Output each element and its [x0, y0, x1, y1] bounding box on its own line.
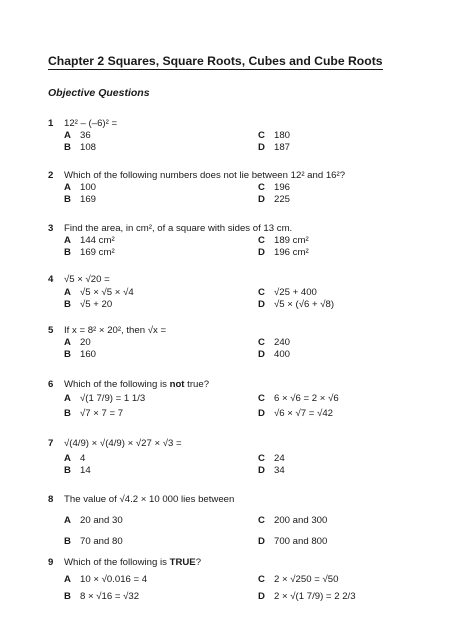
question-text: √(4/9) × √(4/9) × √27 × √3 = [64, 437, 182, 449]
question-number: 6 [48, 378, 54, 390]
question-9: 9 Which of the following is TRUE? A 10 × √0.016 = 4 C 2 × √250 = √50 B 8 × √16 = √32 D 2 × √(1 7/9) = 2 2/3 [48, 556, 356, 602]
question-5: 5 If x = 8² × 20², then √x = A 20 C 240 B 160 D 400 [48, 324, 291, 360]
option-c: 200 and 300 [274, 514, 328, 526]
option-a: 10 × √0.016 = 4 [80, 573, 148, 585]
question-text: Which of the following is not true? [64, 378, 210, 390]
question-2: 2 Which of the following numbers does not lie between 12² and 16²? A 100 C 196 B 169 D 225 [48, 169, 346, 205]
option-b: 169 cm² [80, 246, 115, 258]
emphasis-text: TRUE [169, 556, 196, 568]
option-a: 36 [80, 129, 91, 141]
option-c: 196 [274, 181, 291, 193]
question-3: 3 Find the area, in cm², of a square with sides of 13 cm. A 144 cm² C 189 cm² B 169 cm² D 196 cm² [48, 222, 309, 258]
question-text: √5 × √20 = [64, 273, 110, 285]
option-b: 169 [80, 193, 97, 205]
question-1: 1 12² – (–6)² = A 36 C 180 B 108 D 187 [48, 117, 291, 153]
option-d: 700 and 800 [274, 535, 328, 547]
question-4: 4 √5 × √20 = A √5 × √5 × √4 C √25 + 400 B √5 + 20 D √5 × (√6 + √8) [48, 273, 335, 310]
question-text: Which of the following is TRUE? [64, 556, 202, 568]
section-subtitle: Objective Questions [48, 87, 150, 99]
option-b: 108 [80, 141, 97, 153]
option-a: √(1 7/9) = 1 1/3 [80, 392, 146, 404]
option-b: 70 and 80 [80, 535, 123, 547]
option-a: 4 [80, 452, 86, 464]
question-number: 7 [48, 437, 54, 449]
option-c: 240 [274, 336, 291, 348]
option-a: 20 and 30 [80, 514, 123, 526]
option-d: 2 × √(1 7/9) = 2 2/3 [274, 590, 356, 602]
option-b: 14 [80, 464, 91, 476]
option-d: 225 [274, 193, 291, 205]
option-d: 400 [274, 348, 291, 360]
question-number: 4 [48, 273, 54, 285]
question-number: 9 [48, 556, 54, 568]
question-number: 5 [48, 324, 54, 336]
option-d: 196 cm² [274, 246, 309, 258]
question-7: 7 √(4/9) × √(4/9) × √27 × √3 = A 4 C 24 B 14 D 34 [48, 437, 285, 476]
question-text: If x = 8² × 20², then √x = [64, 324, 167, 336]
chapter-title: Chapter 2 Squares, Square Roots, Cubes and Cube Roots [48, 54, 383, 68]
question-6: 6 Which of the following is not true? A √(1 7/9) = 1 1/3 C 6 × √6 = 2 × √6 B √7 × 7 = 7 D √6 × √7 = √42 [48, 378, 339, 419]
option-d: √6 × √7 = √42 [274, 407, 334, 419]
option-a: √5 × √5 × √4 [80, 286, 134, 298]
question-text: 12² – (–6)² = [64, 117, 118, 129]
question-number: 1 [48, 117, 54, 129]
option-d: 187 [274, 141, 291, 153]
question-text: Which of the following numbers does not lie between 12² and 16²? [64, 169, 346, 181]
option-c: 24 [274, 452, 285, 464]
option-b: √5 + 20 [80, 298, 113, 310]
question-number: 3 [48, 222, 54, 234]
option-c: 180 [274, 129, 291, 141]
option-c: 6 × √6 = 2 × √6 [274, 392, 339, 404]
question-text: The value of √4.2 × 10 000 lies between [64, 493, 235, 505]
option-d: 34 [274, 464, 285, 476]
option-c: 189 cm² [274, 234, 309, 246]
question-8: 8 The value of √4.2 × 10 000 lies between A 20 and 30 C 200 and 300 B 70 and 80 D 700 and 800 [48, 493, 328, 547]
option-a: 20 [80, 336, 91, 348]
option-b: 160 [80, 348, 97, 360]
option-c: √25 + 400 [274, 286, 317, 298]
question-number: 2 [48, 169, 54, 181]
question-number: 8 [48, 493, 54, 505]
option-b: 8 × √16 = √32 [80, 590, 140, 602]
option-d: √5 × (√6 + √8) [274, 298, 335, 310]
emphasis-text: not [169, 378, 185, 390]
option-c: 2 × √250 = √50 [274, 573, 339, 585]
option-a: 144 cm² [80, 234, 115, 246]
option-b: √7 × 7 = 7 [80, 407, 124, 419]
question-text: Find the area, in cm², of a square with sides of 13 cm. [64, 222, 293, 234]
option-a: 100 [80, 181, 97, 193]
